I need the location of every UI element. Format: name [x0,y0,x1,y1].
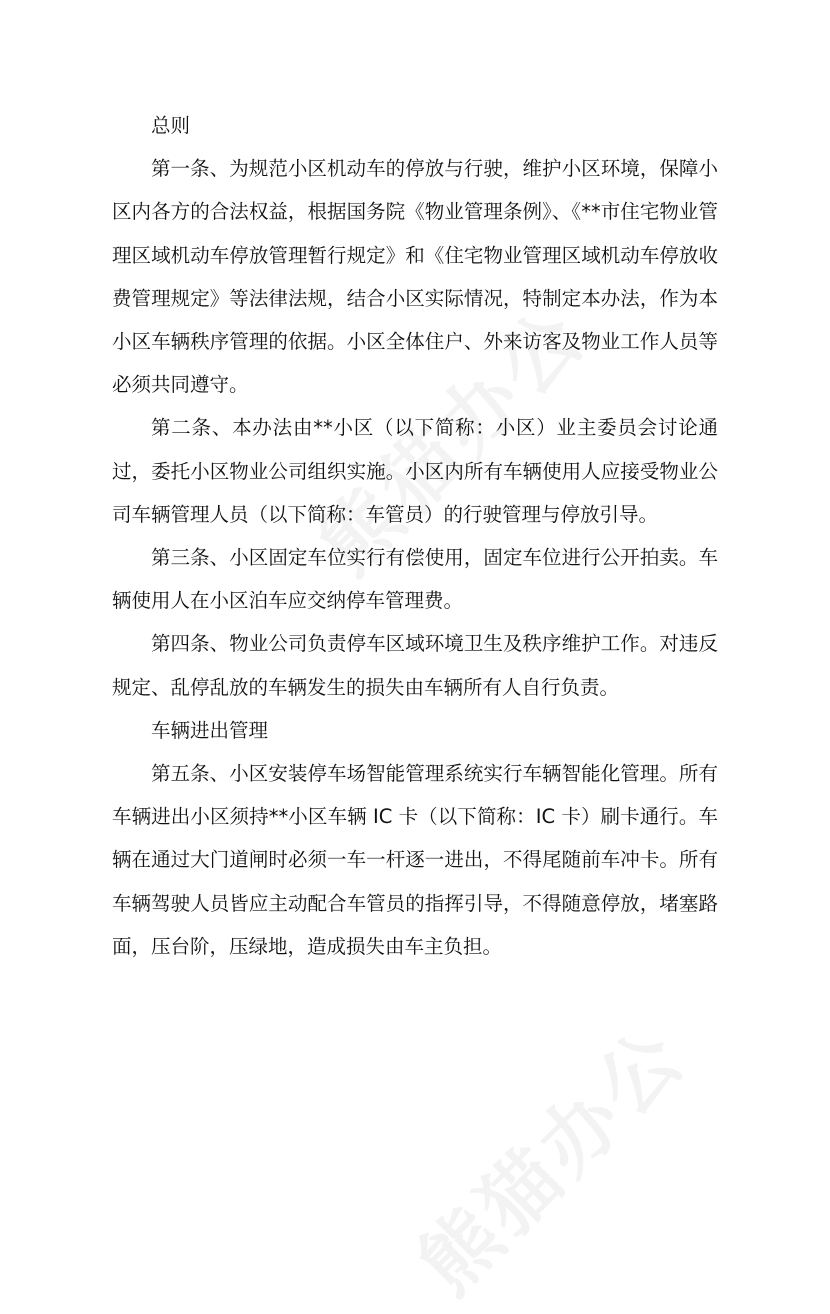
article-3: 第三条、小区固定车位实行有偿使用，固定车位进行公开拍卖。车辆使用人在小区泊车应交纳停车管理费。 [112,546,718,613]
article-2: 第二条、本办法由**小区（以下简称：小区）业主委员会讨论通过，委托小区物业公司组织实施。小区内所有车辆使用人应接受物业公司车辆管理人员（以下简称：车管员）的行驶管理与停放引导。 [112,416,718,526]
watermark [390,998,707,1314]
article-1: 第一条、为规范小区机动车的停放与行驶，维护小区环境，保障小区内各方的合法权益，根据国务院《物业管理条例》、《**市住宅物业管理区域机动车停放管理暂行规定》和《住宅物业管理区域机动车停放收费管理规定》等法律法规，结合小区实际情况，特制定本办法，作为本小区车辆秩序管理的依据。小区全体住户、外来访客及物业工作人员等必须共同遵守。 [112,157,718,397]
section-heading-general: 总则 [151,114,191,137]
document-body [112,104,718,968]
article-5: 第五条、小区安装停车场智能管理系统实行车辆智能化管理。所有车辆进出小区须持**小区车辆 IC 卡（以下简称：IC 卡）刷卡通行。车辆在通过大门道闸时必须一车一杆逐一进出，不得尾随前车冲卡。所有车辆驾驶人员皆应主动配合车管员的指挥引导，不得随意停放，堵塞路面，压台阶，压绿地，造成损失由车主负担。 [112,762,718,958]
article-4: 第四条、物业公司负责停车区域环境卫生及秩序维护工作。对违反规定、乱停乱放的车辆发生的损失由车辆所有人自行负责。 [112,632,718,699]
section-heading-vehicle-access: 车辆进出管理 [151,718,269,742]
